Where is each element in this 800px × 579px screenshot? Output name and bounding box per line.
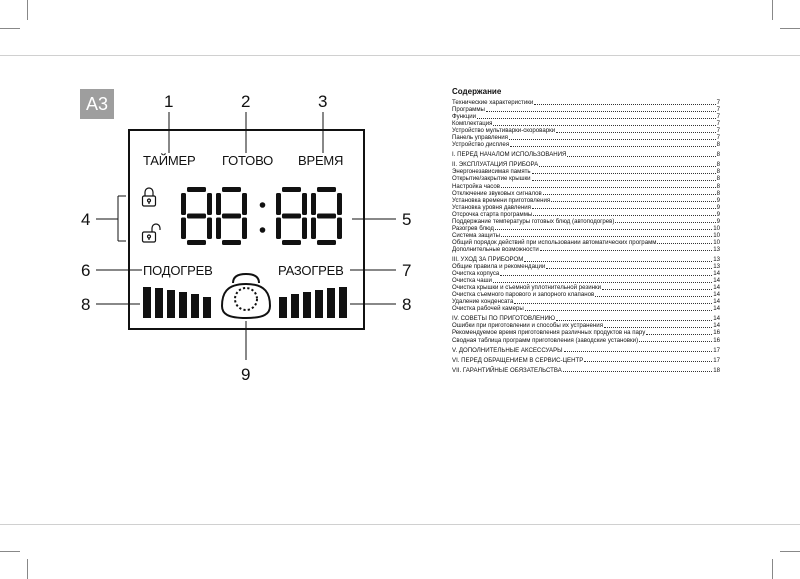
toc-entry-title: Отсрочка старта программы	[452, 210, 533, 218]
toc-entry-page: 8	[716, 141, 720, 149]
toc-entry	[452, 263, 720, 270]
toc-leader-dots	[564, 351, 713, 352]
colon-dot-top	[260, 202, 266, 208]
toc-leader-dots	[602, 289, 712, 290]
toc-entry	[452, 284, 720, 291]
digit-segment	[282, 187, 301, 192]
toc-entry	[452, 127, 720, 134]
toc-entry	[452, 161, 720, 168]
digit-segment	[216, 218, 221, 240]
toc-entry	[452, 197, 720, 204]
toc-entry	[452, 225, 720, 232]
level-bar	[203, 297, 211, 318]
toc-entry	[452, 357, 720, 364]
toc-entry-page: 14	[713, 322, 720, 330]
level-bar	[143, 287, 151, 318]
lock-closed-icon	[143, 188, 156, 206]
toc-entry-title: Панель управления	[452, 134, 508, 142]
toc-entry-page: 18	[713, 366, 720, 374]
toc-entry	[452, 168, 720, 175]
lock-open-icon	[143, 224, 161, 242]
digits-88-88	[181, 187, 342, 245]
warm-label: ПОДОГРЕВ	[143, 263, 213, 278]
toc-entry	[452, 211, 720, 218]
toc-entry-title: Функции	[452, 113, 477, 121]
toc-leader-dots	[534, 104, 715, 105]
digit-segment	[242, 218, 247, 240]
digit-segment	[181, 218, 186, 240]
toc-leader-dots	[514, 303, 712, 304]
table-of-contents	[452, 87, 720, 374]
toc-leader-dots	[615, 222, 715, 223]
level-bar	[167, 290, 175, 318]
toc-entry-page: 10	[713, 231, 720, 239]
toc-entry-title: Ошибки при приготовлении и способы их устранения	[452, 322, 603, 330]
callout-4: 4	[81, 210, 91, 229]
level-bar	[191, 294, 199, 318]
toc-entry-page: 14	[713, 277, 720, 285]
toc-entry-page: 14	[713, 291, 720, 299]
toc-entry-title: Открытие/закрытие крышки	[452, 175, 531, 183]
digit-segment	[311, 218, 316, 240]
toc-entry	[452, 256, 720, 263]
toc-entry-title: Сводная таблица программ приготовления (заводские установки)	[452, 336, 639, 344]
toc-entry-title: Очистка чаши	[452, 277, 492, 285]
toc-entry-page: 7	[716, 113, 720, 121]
digit-segment	[207, 193, 212, 215]
level-bars	[143, 287, 347, 318]
toc-leader-dots	[510, 146, 715, 147]
toc-entry-page: 14	[713, 284, 720, 292]
toc-entry	[452, 367, 720, 374]
toc-entry-title: Общий порядок действий при использовании автоматических программ	[452, 238, 657, 246]
toc-entry-title: Комплектация	[452, 120, 493, 128]
toc-entry-page: 13	[713, 255, 720, 263]
level-bar	[155, 288, 163, 318]
digit-segment	[181, 193, 186, 215]
time-label: ВРЕМЯ	[298, 153, 344, 168]
toc-entry-page: 7	[716, 106, 720, 114]
toc-entry	[452, 175, 720, 182]
toc-leader-dots	[595, 296, 712, 297]
level-bar	[279, 297, 287, 318]
toc-leader-dots	[524, 261, 712, 262]
toc-leader-dots	[646, 334, 712, 335]
callout-2: 2	[241, 92, 251, 111]
toc-entry-title: Настройка часов	[452, 182, 500, 190]
toc-leader-dots	[525, 310, 712, 311]
toc-leader-dots	[493, 125, 715, 126]
toc-entry	[452, 246, 720, 253]
toc-entry-page: 13	[713, 263, 720, 271]
toc-leader-dots	[493, 282, 712, 283]
digit-segment	[337, 218, 342, 240]
digit-segment	[317, 187, 336, 192]
toc-entry-title: Дополнительные возможности	[452, 245, 539, 253]
level-bar	[291, 294, 299, 318]
digit-segment	[207, 218, 212, 240]
toc-entry-title: Программы	[452, 106, 485, 114]
toc-entry-page: 8	[716, 182, 720, 190]
toc-entry-title: Энергонезависимая память	[452, 168, 531, 176]
toc-entry-title: II. ЭКСПЛУАТАЦИЯ ПРИБОРА	[452, 161, 539, 169]
toc-entry	[452, 277, 720, 284]
toc-entry-title: Очистка корпуса	[452, 270, 500, 278]
toc-entry	[452, 322, 720, 329]
digit-segment	[337, 193, 342, 215]
toc-entry-title: Установка уровня давления	[452, 203, 531, 211]
toc-entry	[452, 218, 720, 225]
toc-entry-title: VII. ГАРАНТИЙНЫЕ ОБЯЗАТЕЛЬСТВА	[452, 366, 562, 374]
toc-entry-page: 9	[716, 196, 720, 204]
digit-segment	[187, 187, 206, 192]
toc-title: Содержание	[452, 87, 502, 96]
toc-entry-page: 10	[713, 238, 720, 246]
toc-entry-title: V. ДОПОЛНИТЕЛЬНЫЕ АКСЕССУАРЫ	[452, 346, 563, 354]
toc-entry-page: 10	[713, 224, 720, 232]
toc-leader-dots	[495, 229, 712, 230]
toc-leader-dots	[604, 327, 712, 328]
toc-entry	[452, 315, 720, 322]
toc-entry	[452, 232, 720, 239]
toc-leader-dots	[551, 201, 715, 202]
callout-3: 3	[318, 92, 328, 111]
toc-entry-title: Установка времени приготовления	[452, 196, 551, 204]
digit-segment	[317, 214, 336, 219]
callout-1: 1	[164, 92, 174, 111]
level-bar	[315, 290, 323, 318]
digit-segment	[187, 240, 206, 245]
toc-entry-page: 14	[713, 305, 720, 313]
toc-entry-page: 7	[716, 127, 720, 135]
toc-entry-page: 16	[713, 329, 720, 337]
toc-entry-page: 14	[713, 315, 720, 323]
toc-entry-title: Система защиты	[452, 231, 501, 239]
toc-entry	[452, 151, 720, 158]
digit-segment	[216, 193, 221, 215]
digit-segment	[242, 193, 247, 215]
toc-entry-page: 8	[716, 161, 720, 169]
toc-entry-title: I. ПЕРЕД НАЧАЛОМ ИСПОЛЬЗОВАНИЯ	[452, 151, 567, 159]
toc-entry-title: IV. СОВЕТЫ ПО ПРИГОТОВЛЕНИЮ	[452, 315, 556, 323]
toc-entry	[452, 337, 720, 344]
toc-leader-dots	[486, 111, 716, 112]
toc-entry-page: 8	[716, 151, 720, 159]
toc-entry-page: 8	[716, 189, 720, 197]
toc-entry	[452, 141, 720, 148]
reheat-label: РАЗОГРЕВ	[278, 263, 344, 278]
colon-dot-bottom	[260, 227, 266, 233]
toc-entry-title: Поддержание температуры готовых блюд (автоподогрев)	[452, 217, 615, 225]
toc-leader-dots	[533, 215, 715, 216]
toc-leader-dots	[532, 208, 716, 209]
toc-entry	[452, 298, 720, 305]
digit-segment	[187, 214, 206, 219]
toc-entry-title: Устройство дисплея	[452, 141, 510, 149]
toc-entry-page: 16	[713, 336, 720, 344]
digit-segment	[282, 240, 301, 245]
toc-entry-page: 7	[716, 134, 720, 142]
toc-entry-page: 14	[713, 298, 720, 306]
toc-entry-page: 13	[713, 245, 720, 253]
toc-leader-dots	[539, 166, 715, 167]
toc-leader-dots	[639, 341, 712, 342]
toc-entry	[452, 270, 720, 277]
digit-segment	[276, 218, 281, 240]
toc-entry	[452, 120, 720, 127]
toc-list	[452, 99, 720, 374]
toc-entry	[452, 134, 720, 141]
toc-entry	[452, 99, 720, 106]
digit-segment	[222, 187, 241, 192]
toc-leader-dots	[540, 250, 712, 251]
digit-segment	[222, 214, 241, 219]
toc-entry-title: Общие правила и рекомендации	[452, 263, 546, 271]
toc-entry-title: Отключение звуковых сигналов	[452, 189, 542, 197]
toc-entry-page: 9	[716, 210, 720, 218]
digit-segment	[222, 240, 241, 245]
toc-entry-page: 17	[713, 356, 720, 364]
level-bar	[303, 292, 311, 318]
timer-label: ТАЙМЕР	[143, 153, 196, 168]
toc-entry	[452, 239, 720, 246]
callout-5: 5	[402, 210, 412, 229]
toc-leader-dots	[532, 180, 716, 181]
toc-leader-dots	[509, 139, 716, 140]
digit-segment	[302, 218, 307, 240]
pot-icon	[222, 274, 270, 318]
toc-leader-dots	[546, 268, 712, 269]
digit-segment	[311, 193, 316, 215]
toc-leader-dots	[657, 243, 712, 244]
digit-segment	[282, 214, 301, 219]
toc-entry-title: Очистка крышки и съемной уплотнительной резинки	[452, 284, 602, 292]
toc-entry-page: 9	[716, 217, 720, 225]
callout-8-right: 8	[402, 295, 412, 314]
toc-leader-dots	[584, 361, 712, 362]
toc-entry-page: 9	[716, 203, 720, 211]
toc-entry-title: VI. ПЕРЕД ОБРАЩЕНИЕМ В СЕРВИС-ЦЕНТР	[452, 356, 584, 364]
digit-segment	[317, 240, 336, 245]
toc-entry	[452, 113, 720, 120]
toc-entry	[452, 106, 720, 113]
level-bar	[327, 288, 335, 318]
toc-entry	[452, 190, 720, 197]
toc-leader-dots	[543, 194, 716, 195]
toc-leader-dots	[556, 132, 715, 133]
toc-leader-dots	[563, 371, 712, 372]
toc-entry-page: 7	[716, 120, 720, 128]
toc-leader-dots	[501, 236, 712, 237]
level-bar	[339, 287, 347, 318]
toc-leader-dots	[556, 320, 712, 321]
toc-entry	[452, 329, 720, 336]
callout-8-left: 8	[81, 295, 91, 314]
toc-entry-page: 7	[716, 99, 720, 106]
toc-entry-title: Устройство мультиварки-скороварки	[452, 127, 556, 135]
toc-leader-dots	[477, 118, 716, 119]
toc-leader-dots	[500, 275, 712, 276]
toc-entry-title: Технические характеристики	[452, 99, 534, 106]
toc-entry	[452, 347, 720, 354]
toc-leader-dots	[532, 173, 716, 174]
toc-leader-dots	[567, 156, 715, 157]
toc-entry-title: Рекомендуемое время приготовления различных продуктов на пару	[452, 329, 646, 337]
callout-7: 7	[402, 261, 412, 280]
level-bar	[179, 292, 187, 318]
digit-segment	[276, 193, 281, 215]
toc-entry-title: Очистка рабочей камеры	[452, 305, 524, 313]
figure-label-badge: A3	[80, 89, 114, 119]
toc-entry-page: 8	[716, 168, 720, 176]
toc-entry-page: 17	[713, 346, 720, 354]
callout-6: 6	[81, 261, 91, 280]
toc-entry-title: III. УХОД ЗА ПРИБОРОМ	[452, 255, 524, 263]
toc-entry	[452, 204, 720, 211]
toc-entry-page: 14	[713, 270, 720, 278]
toc-entry-title: Очистка съемного парового и запорного клапанов	[452, 291, 595, 299]
callout-9: 9	[241, 365, 251, 384]
toc-entry	[452, 305, 720, 312]
ready-label: ГОТОВО	[222, 153, 274, 168]
digit-segment	[302, 193, 307, 215]
toc-entry	[452, 183, 720, 190]
toc-entry	[452, 291, 720, 298]
toc-leader-dots	[501, 187, 716, 188]
toc-entry-title: Удаление конденсата	[452, 298, 514, 306]
toc-entry-title: Разогрев блюд	[452, 224, 494, 232]
toc-entry-page: 8	[716, 175, 720, 183]
